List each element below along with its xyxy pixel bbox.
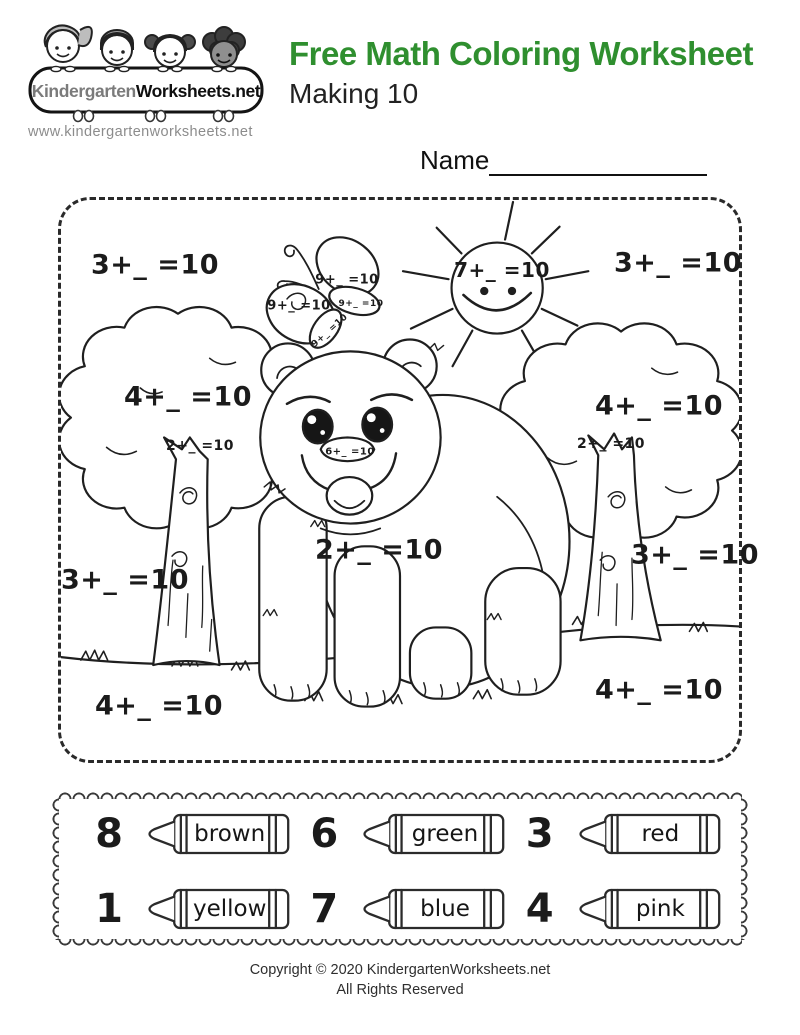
color-key-number: 6 <box>310 810 339 857</box>
math-problem: 3+_ =10 <box>613 247 743 279</box>
math-problem: 6+_ =10 <box>325 446 375 458</box>
color-key-label: red <box>641 820 680 847</box>
math-problem: 4+_ =10 <box>94 690 224 722</box>
color-key-item <box>86 886 301 932</box>
crayon <box>140 812 292 856</box>
color-key-label: green <box>411 820 479 847</box>
math-problem: 9+_ =10 <box>338 299 384 309</box>
crayon <box>571 812 723 856</box>
color-key-item <box>301 811 516 857</box>
math-problem: 4+_ =10 <box>594 674 724 706</box>
color-key-number: 4 <box>525 885 554 932</box>
color-key-label: pink <box>635 895 685 922</box>
color-key-label: yellow <box>192 895 267 922</box>
title-block <box>289 34 753 110</box>
color-key-number: 8 <box>95 810 123 857</box>
color-key-number: 3 <box>525 810 554 857</box>
crayon <box>355 887 507 931</box>
math-problem: 3+_ =10 <box>60 564 190 596</box>
color-key-item <box>517 811 732 857</box>
site-url: www.kindergartenworksheets.net <box>28 124 253 140</box>
color-key-number: 1 <box>95 885 123 932</box>
name-label: Name <box>420 145 490 175</box>
crayon <box>355 812 507 856</box>
worksheet-frame <box>58 197 760 763</box>
math-problem: 3+_ =10 <box>630 539 760 571</box>
color-key-item <box>86 811 301 857</box>
crayon <box>140 887 292 931</box>
rights-line: All Rights Reserved <box>336 982 464 999</box>
footer <box>0 960 800 1001</box>
scallop-border-bottom <box>58 939 742 948</box>
math-problem: 2+_ =10 <box>165 438 235 454</box>
problem-labels <box>60 200 760 760</box>
math-problem: 4+_ =10 <box>123 381 253 413</box>
color-key-label: blue <box>420 895 470 922</box>
math-problem: 7+_ =10 <box>454 258 550 282</box>
color-key-label: brown <box>194 820 266 847</box>
color-key-item <box>517 886 732 932</box>
color-key-grid <box>86 808 732 934</box>
name-row <box>420 144 707 176</box>
site-logo <box>26 12 270 130</box>
scallop-border-left <box>50 798 59 940</box>
crayon <box>571 887 723 931</box>
math-problem: 2+_ =10 <box>314 534 444 566</box>
color-key <box>50 790 750 948</box>
logo-wordmark <box>31 70 261 112</box>
scallop-border-top <box>58 790 742 799</box>
math-problem: 3+_ =10 <box>90 249 220 281</box>
scallop-border-right <box>741 798 750 940</box>
page-title: Free Math Coloring Worksheet <box>289 35 753 72</box>
name-blank-line[interactable] <box>489 148 707 176</box>
copyright-line: Copyright © 2020 KindergartenWorksheets.net <box>249 962 551 978</box>
color-key-item <box>301 886 516 932</box>
math-problem: 2+_ =10 <box>576 436 646 452</box>
math-problem: 4+_ =10 <box>594 390 724 422</box>
page-subtitle: Making 10 <box>289 77 419 109</box>
logo-brand-part1: Kindergarten <box>31 80 136 101</box>
logo-brand-part2: Worksheets.net <box>135 80 261 101</box>
math-problem: 9+_ =10 <box>315 272 379 288</box>
math-problem: 9+_ =10 <box>309 312 351 350</box>
color-key-number: 7 <box>310 885 339 932</box>
math-problem: 9+_ =10 <box>267 298 331 314</box>
